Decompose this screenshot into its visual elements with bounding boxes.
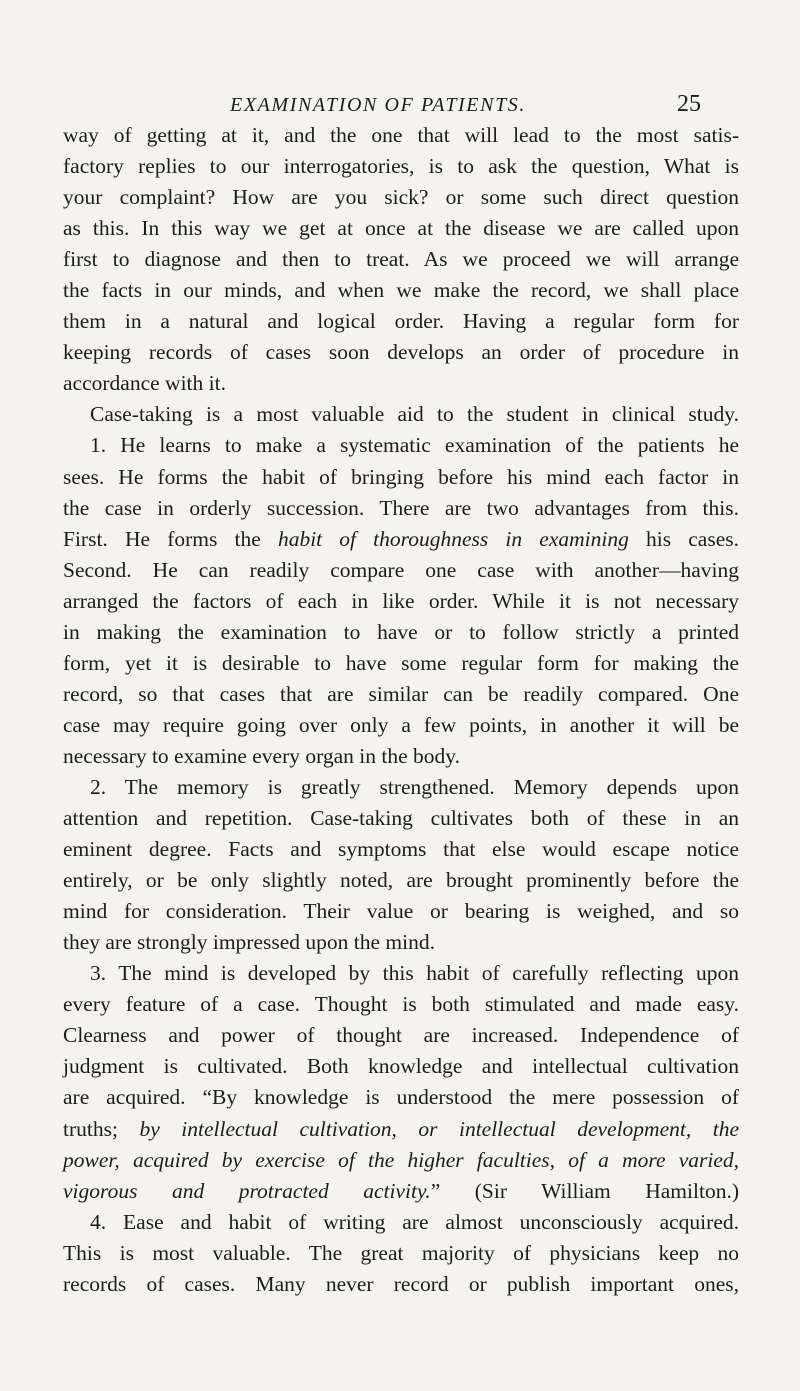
text-line: every feature of a case. Thought is both stimulated and made easy. xyxy=(63,992,739,1017)
text-line: This is most valuable. The great majority of physicians keep no xyxy=(63,1240,739,1265)
text-line: entirely, or be only slightly noted, are brought prominently before the xyxy=(63,868,739,893)
text-line: eminent degree. Facts and symptoms that else would escape notice xyxy=(63,837,739,862)
italic-phrase: habit of thoroughness in examining xyxy=(277,526,629,551)
text-line: way of getting at it, and the one that will lead to the most satis- xyxy=(63,123,739,147)
text-line: sees. He forms the habit of bringing before his mind each factor in xyxy=(63,464,739,489)
text-line: mind for consideration. Their value or bearing is weighed, and so xyxy=(63,899,739,924)
italic-phrase: by intellectual cultivation, or intellectual development, the xyxy=(139,1116,739,1141)
text-line: first to diagnose and then to treat. As we proceed we will arrange xyxy=(63,247,739,272)
text-line: records of cases. Many never record or publish important ones, xyxy=(63,1271,739,1296)
text-line xyxy=(63,1176,739,1207)
italic-phrase: power, acquired by exercise of the higher faculties, of a more varied, xyxy=(63,1147,739,1172)
text-line: the case in orderly succession. There are two advantages from this. xyxy=(63,495,739,520)
text-line: record, so that cases that are similar can be readily compared. One xyxy=(63,681,739,706)
text-line: are acquired. “By knowledge is understood the mere possession of xyxy=(63,1085,739,1110)
italic-phrase: vigorous and protracted activity. xyxy=(63,1178,431,1203)
text-line: form, yet it is desirable to have some regular form for making the xyxy=(63,650,739,675)
text-line: Second. He can readily compare one case with another—having xyxy=(63,557,739,582)
text-line: they are strongly impressed upon the mind. xyxy=(63,930,435,955)
body-text xyxy=(63,120,739,1300)
text-line: Case-taking is a most valuable aid to the student in clinical study. xyxy=(90,402,739,427)
text-run: truths; xyxy=(63,1116,140,1141)
running-title: EXAMINATION OF PATIENTS. xyxy=(230,94,526,116)
text-run: his cases. xyxy=(628,526,739,551)
text-line: factory replies to our interrogatories, is to ask the question, What is xyxy=(63,154,739,179)
text-run: ” (Sir William Hamilton.) xyxy=(430,1178,739,1203)
text-line xyxy=(63,1145,739,1176)
text-run: First. He forms the xyxy=(63,526,278,551)
text-line: 4. Ease and habit of writing are almost unconsciously acquired. xyxy=(90,1209,739,1234)
text-line: case may require going over only a few points, in another it will be xyxy=(63,712,739,737)
text-line: your complaint? How are you sick? or some such direct question xyxy=(63,185,739,210)
text-line: as this. In this way we get at once at the disease we are called upon xyxy=(63,216,739,241)
text-line xyxy=(63,524,739,555)
text-line: arranged the factors of each in like order. While it is not necessary xyxy=(63,588,739,613)
page-number: 25 xyxy=(677,91,701,117)
text-line: attention and repetition. Case-taking cultivates both of these in an xyxy=(63,806,739,831)
text-line: accordance with it. xyxy=(63,371,226,396)
text-line: the facts in our minds, and when we make the record, we shall place xyxy=(63,278,739,303)
text-line: 2. The memory is greatly strengthened. Memory depends upon xyxy=(90,774,739,799)
text-line: judgment is cultivated. Both knowledge and intellectual cultivation xyxy=(63,1054,739,1079)
text-line: 1. He learns to make a systematic examination of the patients he xyxy=(90,433,739,458)
text-line: them in a natural and logical order. Having a regular form for xyxy=(63,309,739,334)
text-line xyxy=(63,1114,739,1145)
text-line: 3. The mind is developed by this habit of carefully reflecting upon xyxy=(90,961,739,986)
text-line: keeping records of cases soon develops an order of procedure in xyxy=(63,340,739,365)
text-line: in making the examination to have or to follow strictly a printed xyxy=(63,619,739,644)
text-line: necessary to examine every organ in the body. xyxy=(63,743,461,768)
text-line: Clearness and power of thought are increased. Independence of xyxy=(63,1023,739,1048)
